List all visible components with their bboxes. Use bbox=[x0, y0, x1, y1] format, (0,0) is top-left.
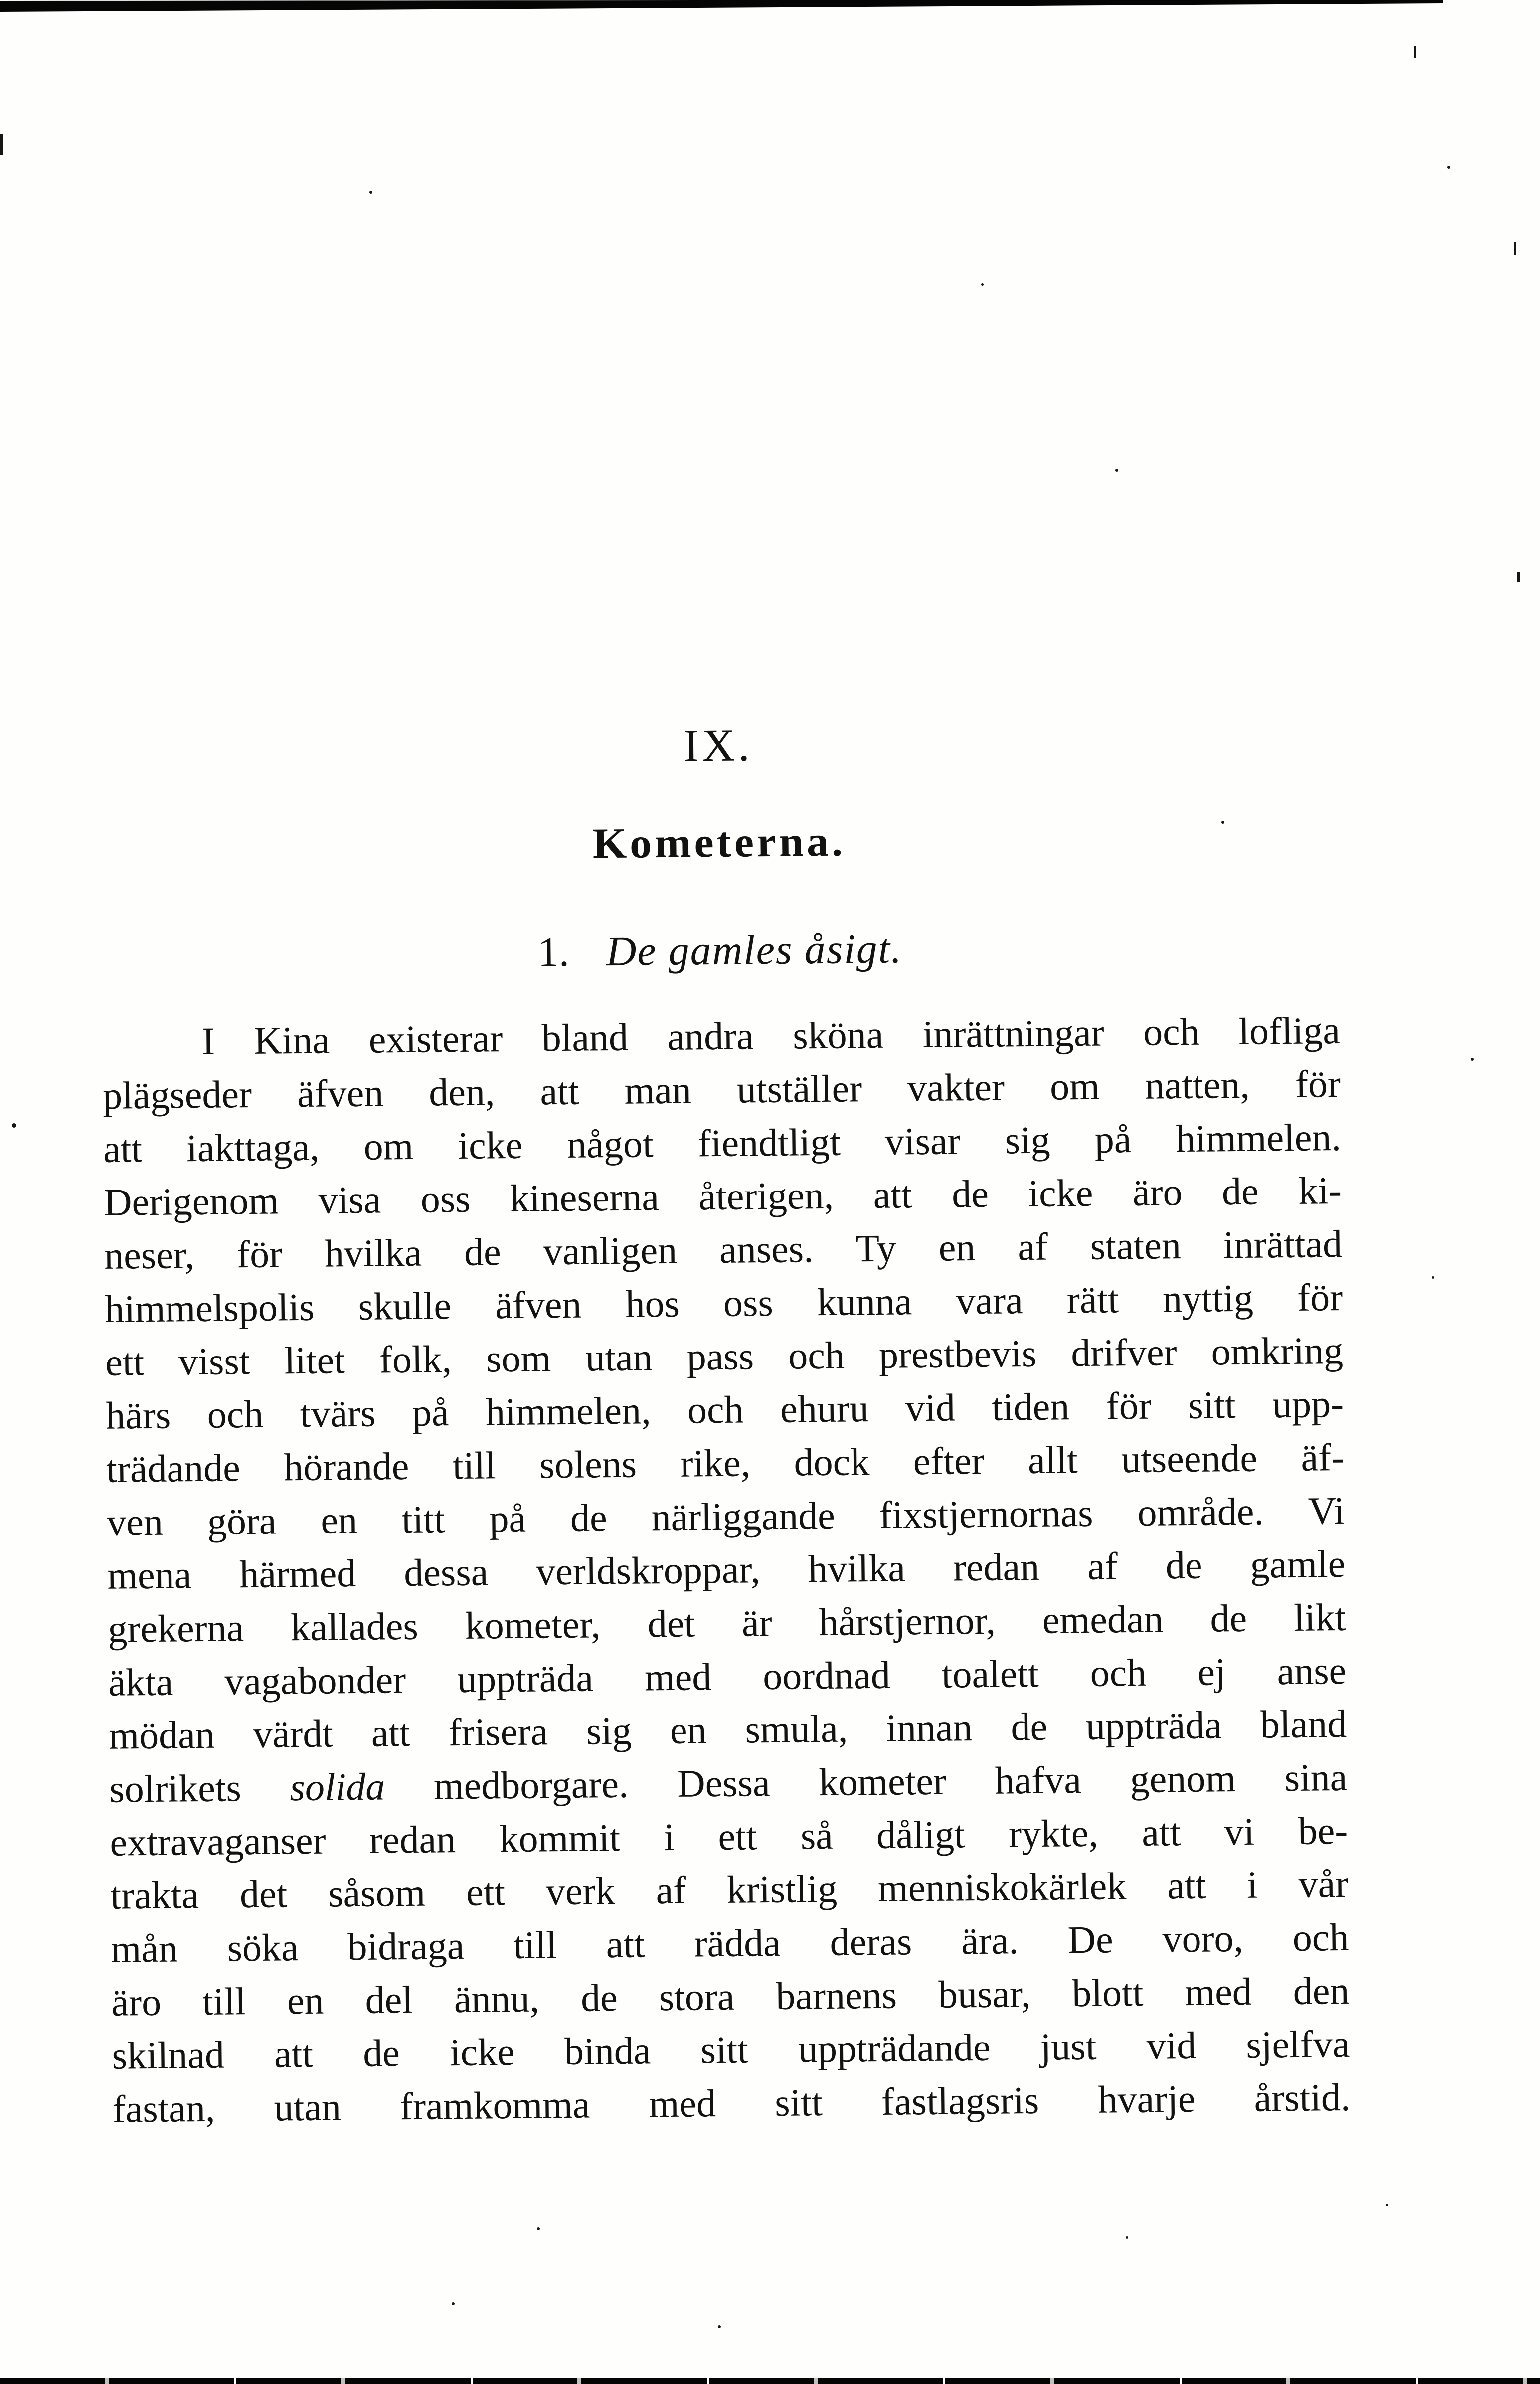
word: mena bbox=[107, 1553, 192, 1597]
word: himmelen. bbox=[1176, 1115, 1342, 1161]
word: vanligen bbox=[543, 1228, 678, 1273]
word: Dessa bbox=[677, 1761, 770, 1805]
word: ett bbox=[718, 1814, 757, 1859]
word: trädande bbox=[106, 1446, 241, 1491]
chapter-number: IX. bbox=[683, 719, 753, 771]
word: att bbox=[873, 1173, 913, 1217]
word: Derigenom bbox=[103, 1179, 279, 1224]
paragraph bbox=[102, 1004, 1351, 2136]
word: såsom bbox=[328, 1871, 426, 1915]
word: rätt bbox=[1066, 1277, 1119, 1322]
word: voro, bbox=[1162, 1916, 1244, 1961]
word: deras bbox=[830, 1919, 912, 1964]
word: utseende bbox=[1121, 1436, 1258, 1481]
word: sig bbox=[1005, 1118, 1051, 1162]
word: dock bbox=[794, 1440, 870, 1484]
word: för bbox=[1295, 1062, 1341, 1106]
word: om bbox=[1049, 1064, 1100, 1108]
word: och bbox=[207, 1392, 264, 1436]
word: sig bbox=[586, 1708, 632, 1753]
word: för bbox=[1106, 1383, 1152, 1428]
word: kometer bbox=[818, 1759, 947, 1804]
word: framkomma bbox=[399, 2082, 590, 2128]
word: extravaganser bbox=[110, 1818, 326, 1864]
word: äkta bbox=[108, 1660, 173, 1704]
word: för bbox=[1297, 1275, 1343, 1319]
word: utställer bbox=[736, 1066, 862, 1111]
word: bland bbox=[541, 1015, 629, 1060]
word: kineserna bbox=[510, 1175, 660, 1220]
word: till bbox=[452, 1443, 496, 1488]
word: ej bbox=[1197, 1650, 1226, 1694]
word: de bbox=[1165, 1543, 1202, 1587]
word: solens bbox=[539, 1442, 637, 1487]
word: äfven bbox=[297, 1071, 384, 1116]
word: vakter bbox=[907, 1065, 1005, 1110]
word: stora bbox=[659, 1974, 735, 2019]
word: och bbox=[1292, 1915, 1349, 1960]
word: lofliga bbox=[1238, 1009, 1341, 1053]
word: andra bbox=[667, 1014, 754, 1058]
word: den bbox=[1293, 1968, 1350, 2013]
word: solrikets bbox=[109, 1766, 242, 1811]
word: hafva bbox=[995, 1758, 1082, 1802]
word: hos bbox=[625, 1281, 680, 1326]
section-title: De gamles åsigt. bbox=[606, 925, 903, 975]
word: allt bbox=[1027, 1438, 1078, 1482]
word: frisera bbox=[448, 1709, 548, 1754]
word: utan bbox=[274, 2085, 342, 2129]
word: titt bbox=[401, 1497, 445, 1541]
word: prestbevis bbox=[878, 1331, 1037, 1376]
word: i bbox=[1246, 1863, 1258, 1906]
word: dåligt bbox=[876, 1812, 966, 1857]
word: ki- bbox=[1298, 1168, 1342, 1212]
word: med bbox=[649, 2081, 716, 2126]
word: man bbox=[624, 1068, 692, 1112]
word: mån bbox=[111, 1926, 178, 1971]
word: emedan bbox=[1042, 1597, 1164, 1642]
word: iakttaga, bbox=[186, 1125, 320, 1170]
word: det bbox=[239, 1872, 288, 1916]
word: till bbox=[202, 1979, 246, 2023]
word: en bbox=[320, 1498, 358, 1542]
word: de bbox=[1011, 1704, 1048, 1749]
word: uppträdande bbox=[798, 2025, 991, 2071]
word: De bbox=[1067, 1917, 1114, 1962]
word: återigen, bbox=[698, 1173, 834, 1218]
word: redan bbox=[953, 1544, 1040, 1589]
word: icke bbox=[449, 2030, 515, 2074]
word: är bbox=[741, 1601, 773, 1645]
word: att bbox=[371, 1710, 411, 1755]
word: som bbox=[486, 1336, 551, 1380]
word: litet bbox=[284, 1338, 345, 1382]
word: göra bbox=[207, 1499, 277, 1543]
word: binda bbox=[564, 2029, 651, 2073]
word: Ty bbox=[856, 1226, 897, 1270]
word: på bbox=[489, 1496, 526, 1540]
section-number: 1. bbox=[537, 928, 570, 976]
word: menniskokärlek bbox=[877, 1864, 1127, 1910]
word: af bbox=[656, 1868, 686, 1912]
word: vara bbox=[956, 1278, 1024, 1323]
word: med bbox=[644, 1655, 712, 1699]
word: ännu, bbox=[454, 1976, 540, 2021]
word: hvarje bbox=[1098, 2076, 1196, 2121]
word: årstid. bbox=[1254, 2075, 1351, 2120]
word: tiden bbox=[991, 1384, 1070, 1429]
word: att bbox=[606, 1922, 646, 1966]
word: smula, bbox=[745, 1706, 848, 1751]
word: äf- bbox=[1301, 1435, 1345, 1479]
word: barnens bbox=[775, 1973, 897, 2018]
word: efter bbox=[913, 1438, 985, 1483]
word: de bbox=[1210, 1596, 1247, 1640]
word: bland bbox=[1260, 1702, 1347, 1746]
word: vid bbox=[1146, 2023, 1197, 2067]
word: fiendtligt bbox=[697, 1120, 841, 1165]
word: af bbox=[1017, 1224, 1048, 1269]
word: i bbox=[664, 1815, 675, 1859]
word: visar bbox=[884, 1119, 961, 1163]
word: till bbox=[513, 1923, 557, 1967]
word: de bbox=[951, 1172, 989, 1216]
word: närliggande bbox=[651, 1493, 836, 1539]
word: fastan, bbox=[112, 2086, 215, 2131]
word: äro bbox=[1132, 1170, 1183, 1214]
word: natten, bbox=[1145, 1062, 1250, 1107]
word: fixstjernornas bbox=[879, 1491, 1093, 1536]
word: busar, bbox=[938, 1972, 1031, 2016]
word: rike, bbox=[680, 1441, 751, 1485]
word: så bbox=[800, 1813, 834, 1858]
word: pass bbox=[686, 1334, 754, 1378]
word: trakta bbox=[110, 1873, 199, 1917]
word: sitt bbox=[774, 2080, 823, 2124]
word: folk, bbox=[379, 1337, 452, 1381]
word: anse bbox=[1277, 1648, 1347, 1693]
word: inrättad bbox=[1223, 1221, 1343, 1267]
word: sitt bbox=[700, 2028, 749, 2072]
word: den, bbox=[428, 1070, 495, 1114]
word: dessa bbox=[403, 1550, 489, 1595]
word: utan bbox=[585, 1335, 653, 1379]
word: kommit bbox=[499, 1815, 621, 1861]
word: neser, bbox=[104, 1233, 195, 1277]
word: hörande bbox=[283, 1444, 409, 1489]
word: för bbox=[236, 1232, 283, 1276]
word: vår bbox=[1298, 1862, 1349, 1906]
word: det bbox=[647, 1601, 695, 1646]
word: vi bbox=[1224, 1809, 1255, 1854]
word: värdt bbox=[253, 1711, 334, 1756]
word: hårstjernor, bbox=[819, 1598, 996, 1644]
word: en bbox=[938, 1225, 976, 1269]
word: verk bbox=[545, 1869, 616, 1913]
word: att bbox=[103, 1127, 143, 1171]
word: på bbox=[1094, 1117, 1132, 1161]
word: uppträda bbox=[457, 1656, 594, 1701]
word: anses. bbox=[719, 1227, 814, 1271]
word: upp- bbox=[1272, 1381, 1344, 1426]
word: kometer, bbox=[465, 1602, 601, 1647]
word: likt bbox=[1293, 1595, 1346, 1639]
word: himmelspolis bbox=[104, 1285, 315, 1331]
word: äfven bbox=[495, 1282, 582, 1327]
word: solida bbox=[290, 1764, 385, 1809]
word: staten bbox=[1090, 1223, 1182, 1268]
word: skilnad bbox=[112, 2033, 225, 2077]
word: rädda bbox=[694, 1920, 781, 1965]
word: fastlagsris bbox=[881, 2078, 1039, 2123]
word: sköna bbox=[792, 1013, 884, 1057]
section-heading bbox=[101, 924, 1339, 978]
chapter-title: Kometerna. bbox=[592, 817, 846, 868]
word: tvärs bbox=[300, 1391, 376, 1436]
word: de bbox=[1221, 1169, 1259, 1213]
word: visa bbox=[318, 1178, 381, 1222]
word: icke bbox=[457, 1123, 523, 1168]
word: hvilka bbox=[324, 1230, 422, 1275]
word: ehuru bbox=[780, 1386, 869, 1431]
word: område. bbox=[1137, 1489, 1264, 1534]
word: visst bbox=[178, 1339, 250, 1383]
word: en bbox=[670, 1708, 707, 1752]
word: vagabonder bbox=[224, 1658, 406, 1703]
word: skulle bbox=[358, 1284, 452, 1328]
word: hvilka bbox=[808, 1546, 906, 1591]
word: just bbox=[1040, 2024, 1097, 2068]
word: del bbox=[365, 1977, 413, 2022]
word: drifver bbox=[1070, 1330, 1177, 1375]
word: omkring bbox=[1211, 1328, 1344, 1373]
word: och bbox=[687, 1387, 744, 1432]
word: uppträda bbox=[1085, 1703, 1222, 1748]
word: oss bbox=[723, 1280, 774, 1325]
word: de bbox=[362, 2031, 400, 2075]
word: kristlig bbox=[726, 1867, 838, 1911]
word: sina bbox=[1284, 1755, 1348, 1800]
word: på bbox=[412, 1390, 449, 1434]
word: grekerna bbox=[107, 1606, 244, 1651]
word: härs bbox=[105, 1393, 171, 1437]
word: ära. bbox=[961, 1918, 1019, 1963]
word: de bbox=[580, 1976, 618, 2020]
word: och bbox=[1143, 1010, 1200, 1054]
word: plägseder bbox=[102, 1072, 252, 1117]
word: kallades bbox=[290, 1604, 419, 1649]
word: att bbox=[1141, 1810, 1181, 1854]
word: genom bbox=[1130, 1756, 1236, 1801]
word: ven bbox=[106, 1500, 164, 1544]
word: en bbox=[287, 1978, 324, 2023]
word: härmed bbox=[239, 1551, 356, 1596]
word: de bbox=[464, 1230, 501, 1274]
word: kunna bbox=[817, 1279, 912, 1324]
word: sjelfva bbox=[1245, 2022, 1350, 2066]
word: och bbox=[1090, 1650, 1147, 1695]
word: gamle bbox=[1250, 1541, 1346, 1586]
word: Kina bbox=[254, 1018, 330, 1062]
word: och bbox=[788, 1333, 845, 1377]
word: Vi bbox=[1308, 1488, 1345, 1533]
word: att bbox=[540, 1069, 579, 1113]
word: icke bbox=[1027, 1171, 1093, 1215]
word: rykte, bbox=[1008, 1811, 1099, 1856]
word: något bbox=[567, 1122, 654, 1166]
word: mödan bbox=[108, 1712, 215, 1757]
word: himmelen, bbox=[485, 1388, 651, 1434]
word: bidraga bbox=[347, 1923, 465, 1969]
word: oss bbox=[420, 1177, 471, 1221]
word: nyttig bbox=[1162, 1276, 1254, 1321]
word: vid bbox=[905, 1385, 956, 1430]
word: att bbox=[1167, 1863, 1206, 1907]
word: af bbox=[1087, 1544, 1118, 1588]
word: de bbox=[570, 1496, 608, 1539]
word: medborgare. bbox=[433, 1762, 629, 1808]
word: sitt bbox=[1188, 1383, 1236, 1427]
word: ett bbox=[105, 1340, 145, 1384]
word: toalett bbox=[941, 1651, 1039, 1696]
word: söka bbox=[227, 1925, 299, 1970]
word: be- bbox=[1298, 1808, 1348, 1853]
word: innan bbox=[885, 1705, 973, 1750]
word: redan bbox=[369, 1817, 456, 1862]
word: med bbox=[1185, 1969, 1252, 2014]
word: verldskroppar, bbox=[535, 1547, 761, 1593]
word: I bbox=[201, 1019, 215, 1063]
word: ett bbox=[466, 1870, 506, 1914]
word: existerar bbox=[368, 1017, 503, 1061]
word: äro bbox=[111, 1980, 162, 2024]
word: inrättningar bbox=[922, 1011, 1105, 1056]
word: oordnad bbox=[762, 1653, 891, 1698]
text-line bbox=[112, 2070, 1351, 2136]
word: om bbox=[363, 1124, 414, 1168]
word: att bbox=[274, 2032, 314, 2076]
word: blott bbox=[1071, 1970, 1144, 2015]
